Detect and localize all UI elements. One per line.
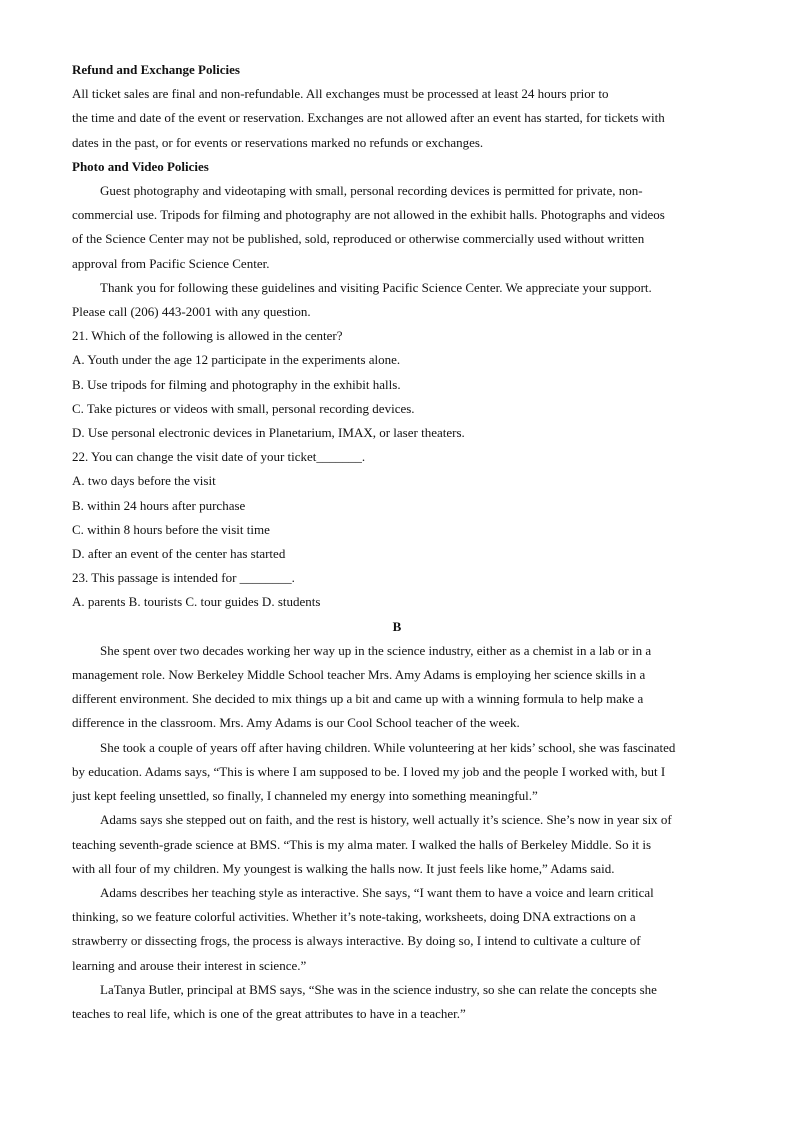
paragraph-line: with all four of my children. My youngest is walking the halls now. It just feels like home,” Adams said. <box>72 860 615 876</box>
paragraph-line: teaching seventh-grade science at BMS. “This is my alma mater. I walked the halls of Berkeley Middle. So it is <box>72 836 652 852</box>
question-21-option-c: C. Take pictures or videos with small, personal recording devices. <box>72 400 415 416</box>
question-21-option-b: B. Use tripods for filming and photography in the exhibit halls. <box>72 376 401 392</box>
paragraph-line: by education. Adams says, “This is where I am supposed to be. I loved my job and the people I worked with, but I <box>72 763 666 779</box>
photo-line: approval from Pacific Science Center. <box>72 255 270 271</box>
question-22-option-b: B. within 24 hours after purchase <box>72 497 246 513</box>
photo-line: Guest photography and videotaping with small, personal recording devices is permitted for private, non- <box>100 183 643 199</box>
thanks-line: Please call (206) 443-2001 with any question. <box>72 304 311 320</box>
paragraph-line: learning and arouse their interest in science.” <box>72 957 307 973</box>
photo-heading: Photo and Video Policies <box>72 158 209 174</box>
question-22-stem: 22. You can change the visit date of your ticket_______. <box>72 449 366 465</box>
question-23-stem: 23. This passage is intended for ________. <box>72 570 295 586</box>
document-page <box>72 58 722 1026</box>
thanks-line: Thank you for following these guidelines and visiting Pacific Science Center. We appreciate your support. <box>100 279 652 295</box>
paragraph-line: Adams describes her teaching style as interactive. She says, “I want them to have a voice and learn critical <box>100 884 654 900</box>
question-21-option-a: A. Youth under the age 12 participate in the experiments alone. <box>72 352 401 368</box>
paragraph-line: management role. Now Berkeley Middle School teacher Mrs. Amy Adams is employing her science skills in a <box>72 667 646 683</box>
paragraph-line: She took a couple of years off after having children. While volunteering at her kids’ school, she was fascinated <box>100 739 676 755</box>
paragraph-line: thinking, so we feature colorful activities. Whether it’s note-taking, worksheets, doing DNA extractions on a <box>72 909 636 925</box>
photo-line: commercial use. Tripods for filming and photography are not allowed in the exhibit halls. Photographs and videos <box>72 207 665 223</box>
question-21-stem: 21. Which of the following is allowed in the center? <box>72 328 343 344</box>
section-b-label: B <box>392 618 402 634</box>
paragraph-line: Adams says she stepped out on faith, and the rest is history, well actually it’s science. She’s now in year six of <box>100 812 672 828</box>
refund-heading: Refund and Exchange Policies <box>72 62 240 77</box>
photo-line: of the Science Center may not be published, sold, reproduced or otherwise commercially used without written <box>72 231 645 247</box>
paragraph-line: difference in the classroom. Mrs. Amy Adams is our Cool School teacher of the week. <box>72 715 520 731</box>
paragraph-line: strawberry or dissecting frogs, the process is always interactive. By doing so, I intend to cultivate a culture of <box>72 933 641 949</box>
question-22-option-d: D. after an event of the center has started <box>72 546 286 562</box>
paragraph-line: LaTanya Butler, principal at BMS says, “She was in the science industry, so she can relate the concepts she <box>100 981 657 997</box>
question-23-options: A. parents B. tourists C. tour guides D. students <box>72 594 321 610</box>
question-22-option-c: C. within 8 hours before the visit time <box>72 521 270 537</box>
refund-line: All ticket sales are final and non-refundable. All exchanges must be processed at least 24 hours prior to <box>72 86 609 102</box>
question-22-option-a: A. two days before the visit <box>72 473 216 489</box>
refund-line: the time and date of the event or reservation. Exchanges are not allowed after an event has started, for tickets with <box>72 110 665 126</box>
paragraph-line: just kept feeling unsettled, so finally, I channeled my energy into something meaningful.” <box>72 788 538 804</box>
paragraph-line: teaches to real life, which is one of the great attributes to have in a teacher.” <box>72 1005 466 1021</box>
refund-line: dates in the past, or for events or reservations marked no refunds or exchanges. <box>72 134 484 150</box>
question-21-option-d: D. Use personal electronic devices in Planetarium, IMAX, or laser theaters. <box>72 425 465 441</box>
paragraph-line: different environment. She decided to mix things up a bit and came up with a winning formula to help make a <box>72 691 644 707</box>
paragraph-line: She spent over two decades working her way up in the science industry, either as a chemist in a lab or in a <box>100 642 652 658</box>
